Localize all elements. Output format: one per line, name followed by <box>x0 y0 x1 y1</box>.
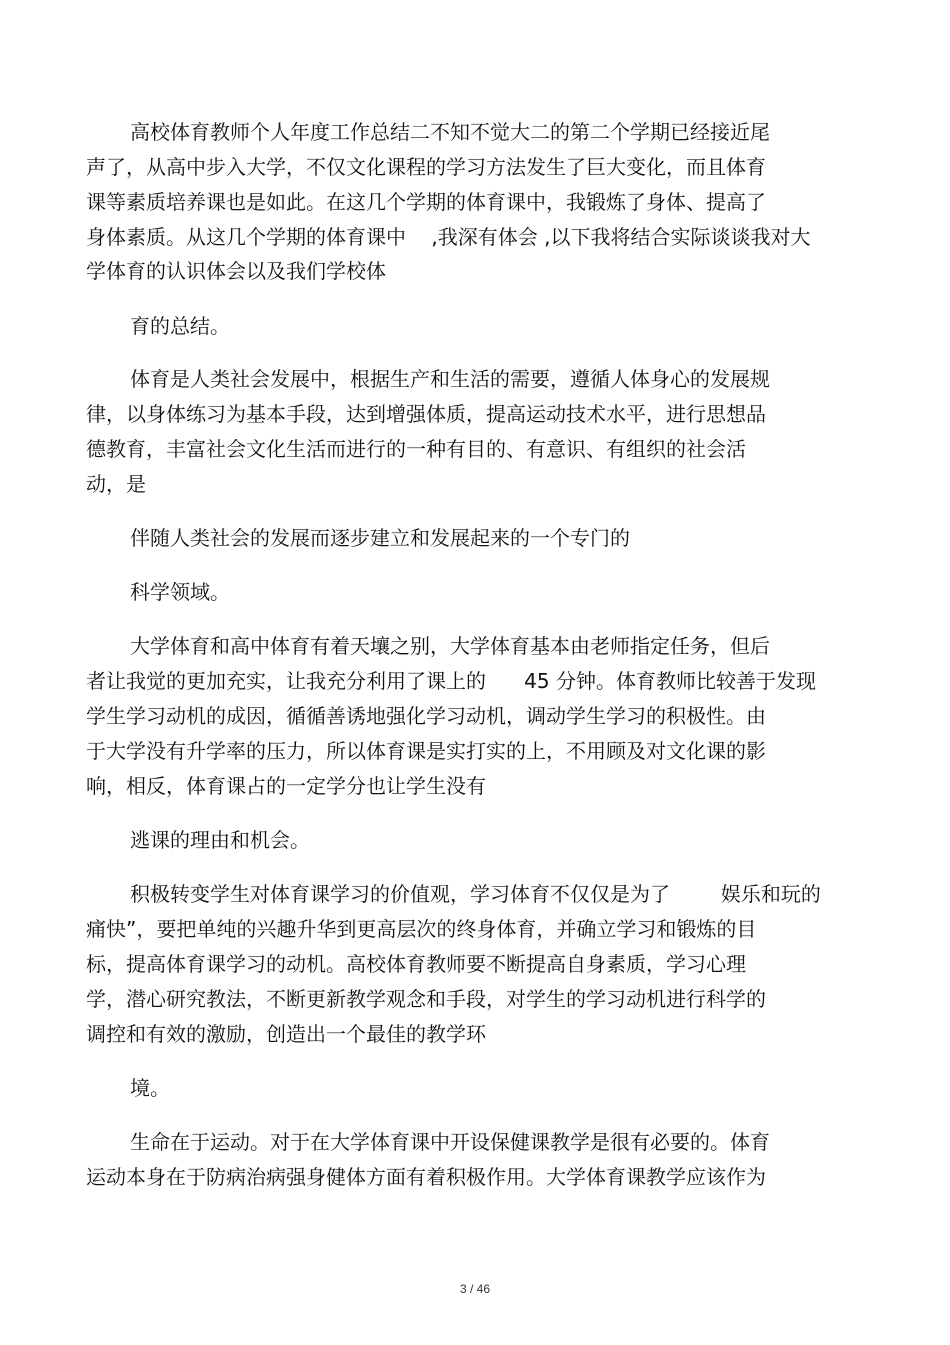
text-line: 生命在于运动。对于在大学体育课中开设保健课教学是很有必要的。体育 <box>130 1130 770 1154</box>
text-line: 学生学习动机的成因，循循善诱地强化学习动机，调动学生学习的积极性。由 <box>86 704 766 728</box>
text-line: 律，以身体练习为基本手段，达到增强体质，提高运动技术水平，进行思想品 <box>86 402 766 426</box>
text-line: 运动本身在于防病治病强身健体方面有着积极作用。大学体育课教学应该作为 <box>86 1165 766 1189</box>
text-line: 调控和有效的激励，创造出一个最佳的教学环 <box>86 1022 486 1046</box>
text-line: 科学领域。 <box>130 580 230 604</box>
text-line: 标，提高体育课学习的动机。高校体育教师要不断提高自身素质，学习心理 <box>86 952 746 976</box>
page-number: 3 / 46 <box>459 1282 491 1296</box>
text-line: 响，相反，体育课占的一定学分也让学生没有 <box>86 774 486 798</box>
text-line: 者让我觉的更加充实，让我充分利用了课上的 45 分钟。体育教师比较善于发现 <box>86 669 816 693</box>
text-line: 伴随人类社会的发展而逐步建立和发展起来的一个专门的 <box>130 526 630 550</box>
text-line: 痛快”，要把单纯的兴趣升华到更高层次的终身体育，并确立学习和锻炼的目 <box>86 917 757 941</box>
text-line: 境。 <box>130 1076 170 1100</box>
text-line: 学体育的认识体会以及我们学校体 <box>86 259 386 283</box>
text-line: 大学体育和高中体育有着天壤之别，大学体育基本由老师指定任务，但后 <box>130 634 770 658</box>
text-line: 德教育，丰富社会文化生活而进行的一种有目的、有意识、有组织的社会活 <box>86 437 746 461</box>
text-line: 高校体育教师个人年度工作总结二不知不觉大二的第二个学期已经接近尾 <box>130 120 770 144</box>
text-line: 学，潜心研究教法，不断更新教学观念和手段，对学生的学习动机进行科学的 <box>86 987 766 1011</box>
text-line: 声了，从高中步入大学，不仅文化课程的学习方法发生了巨大变化，而且体育 <box>86 155 766 179</box>
text-line: 育的总结。 <box>130 314 230 338</box>
text-line: 于大学没有升学率的压力，所以体育课是实打实的上，不用顾及对文化课的影 <box>86 739 766 763</box>
text-line: 课等素质培养课也是如此。在这几个学期的体育课中，我锻炼了身体、提高了 <box>86 190 766 214</box>
text-line: 身体素质。从这几个学期的体育课中 ,我深有体会 ,以下我将结合实际谈谈我对大 <box>86 225 811 249</box>
text-line: 体育是人类社会发展中，根据生产和生活的需要，遵循人体身心的发展规 <box>130 367 770 391</box>
text-line: 动，是 <box>86 472 146 496</box>
text-line: 逃课的理由和机会。 <box>130 828 310 852</box>
text-line: 积极转变学生对体育课学习的价值观，学习体育不仅仅是为了 娱乐和玩的 <box>130 882 821 906</box>
